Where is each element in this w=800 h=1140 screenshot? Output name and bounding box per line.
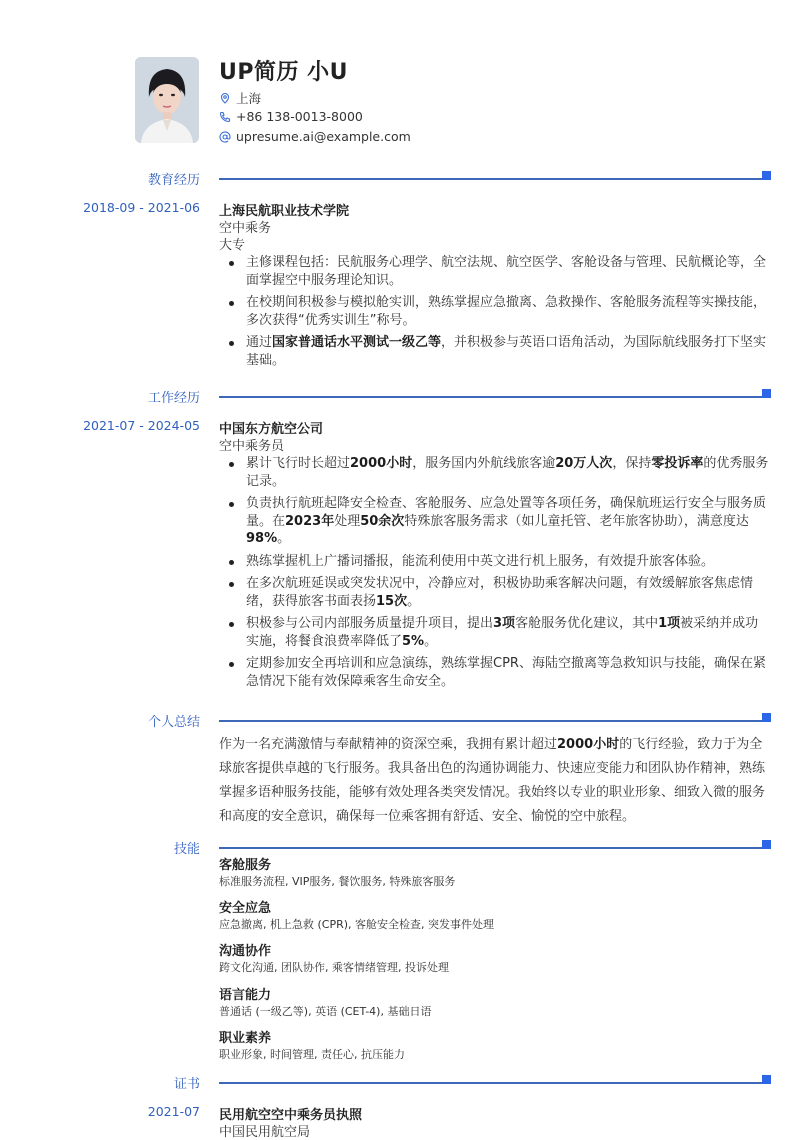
skill-name: 客舱服务: [219, 858, 272, 873]
highlight-text: 零投诉率: [651, 456, 704, 471]
text-run: 客舱服务优化建议，其中: [515, 616, 659, 631]
section-title-education: 教育经历: [147, 173, 200, 188]
text-run: 通过: [246, 335, 273, 350]
section-title-work: 工作经历: [147, 391, 200, 406]
profile-photo: [135, 57, 199, 143]
skill-desc: 标准服务流程, VIP服务, 餐饮服务, 特殊旅客服务: [219, 875, 456, 888]
text-run: 作为一名充满激情与奉献精神的资深空乘，我拥有累计超过: [219, 737, 558, 752]
text-run: 定期参加安全再培训和应急演练，熟练掌握CPR、海陆空撤离等急救知识与技能，确保在紧急情况下能有效保障乘客生命安全。: [246, 656, 766, 689]
section-divider: [219, 1082, 762, 1084]
certificate-issuer: 中国民用航空局: [219, 1125, 311, 1140]
section-title-skills: 技能: [173, 842, 200, 857]
contact-phone: [219, 109, 363, 124]
bullet-item: [219, 334, 771, 369]
highlight-text: 98%: [246, 531, 278, 546]
bullet-item: [219, 655, 771, 690]
text-run: 被采纳并成功实施，将餐食浪费率降低了: [246, 616, 759, 649]
text-run: ，并积极参与英语口语角活动，为国际航线服务打下坚实基础。: [246, 335, 767, 368]
skill-name: 安全应急: [219, 901, 272, 916]
email-text[interactable]: upresume.ai@example.com: [236, 129, 411, 144]
map-pin-icon: [219, 92, 231, 104]
education-date: 2018-09 - 2021-06: [83, 200, 200, 215]
skill-name: 语言能力: [219, 988, 272, 1003]
text-run: ，保持: [612, 456, 652, 471]
phone-text: +86 138-0013-8000: [236, 109, 363, 124]
highlight-text: 3项: [493, 616, 516, 631]
section-marker: [762, 1075, 771, 1084]
certificate-date: 2021-07: [147, 1104, 200, 1119]
text-run: 的优秀服务记录。: [246, 456, 769, 489]
text-run: 累计飞行时长超过: [246, 456, 351, 471]
highlight-text: 国家普通话水平测试一级乙等: [272, 335, 442, 350]
skill-desc: 职业形象, 时间管理, 责任心, 抗压能力: [219, 1048, 405, 1061]
portrait-image: [135, 57, 199, 143]
education-bullets: [219, 254, 771, 374]
candidate-name: UP简历 小U: [219, 60, 349, 85]
bullet-item: [219, 455, 771, 490]
contact-email: [219, 129, 411, 144]
education-degree: 大专: [219, 238, 246, 253]
text-run: ，服务国内外航线旅客逾: [412, 456, 556, 471]
section-divider: [219, 720, 762, 722]
section-marker: [762, 713, 771, 722]
at-sign-icon: [219, 131, 231, 143]
section-title-summary: 个人总结: [147, 715, 200, 730]
skill-desc: 跨文化沟通, 团队协作, 乘客情绪管理, 投诉处理: [219, 961, 449, 974]
work-bullets: [219, 455, 771, 695]
education-school: 上海民航职业技术学院: [219, 204, 350, 219]
phone-icon: [219, 111, 231, 123]
text-run: 积极参与公司内部服务质量提升项目，提出: [246, 616, 494, 631]
text-run: 负责执行航班起降安全检查、客舱服务、应急处置等各项任务，确保航班运行安全与服务质量。在: [246, 496, 767, 529]
work-role: 空中乘务员: [219, 439, 285, 454]
text-run: 。: [424, 633, 438, 649]
text-run: 。: [407, 593, 421, 609]
text-run: 熟练掌握机上广播词播报，能流利使用中英文进行机上服务，有效提升旅客体验。: [246, 553, 715, 569]
bullet-item: [219, 575, 771, 610]
text-run: 。: [277, 531, 291, 546]
highlight-text: 50余次: [360, 513, 405, 529]
bullet-item: [219, 615, 771, 650]
text-run: 的飞行经验，致力于为全球旅客提供卓越的飞行服务。我具备出色的沟通协调能力、快速应变能力和团队协作精神，熟练掌握多语种服务技能，能够有效处理各类突发情况。我始终以专业的职业形象、细致入微的服务和高度的安全意识，确保每一位乘客拥有舒适、安全、愉悦的空中旅程。: [219, 737, 766, 824]
education-major: 空中乘务: [219, 221, 272, 236]
bullet-item: [219, 254, 771, 289]
certificate-name: 民用航空空中乘务员执照: [219, 1108, 363, 1123]
text-run: 主修课程包括：民航服务心理学、航空法规、航空医学、客舱设备与管理、民航概论等，全面掌握空中服务理论知识。: [246, 255, 767, 288]
contact-location: [219, 89, 261, 107]
bullet-item: [219, 553, 771, 571]
work-date: 2021-07 - 2024-05: [83, 418, 200, 433]
section-title-certificates: 证书: [173, 1077, 200, 1092]
section-divider: [219, 396, 762, 398]
section-divider: [219, 178, 762, 180]
section-marker: [762, 171, 771, 180]
highlight-text: 1项: [658, 616, 681, 631]
highlight-text: 2000小时: [350, 456, 413, 471]
bullet-item: [219, 495, 771, 548]
highlight-text: 20万人次: [555, 456, 613, 471]
section-marker: [762, 389, 771, 398]
text-run: 处理: [334, 513, 361, 529]
section-divider: [219, 847, 762, 849]
section-marker: [762, 840, 771, 849]
highlight-text: 5%: [402, 633, 425, 649]
text-run: 在校期间积极参与模拟舱实训，熟练掌握应急撤离、急救操作、客舱服务流程等实操技能，多次获得“优秀实训生”称号。: [246, 295, 767, 328]
location-text: 上海: [236, 91, 262, 106]
summary-text: [219, 733, 774, 829]
text-run: 在多次航班延误或突发状况中，冷静应对，积极协助乘客解决问题，有效缓解旅客焦虑情绪，获得旅客书面表扬: [246, 576, 754, 609]
highlight-text: 2000小时: [557, 737, 620, 752]
text-run: 特殊旅客服务需求（如儿童托管、老年旅客协助），满意度达: [404, 513, 749, 529]
skill-desc: 应急撤离, 机上急救 (CPR), 客舱安全检查, 突发事件处理: [219, 918, 495, 931]
highlight-text: 15次: [376, 593, 408, 609]
bullet-item: [219, 294, 771, 329]
highlight-text: 2023年: [285, 513, 335, 529]
skill-name: 职业素养: [219, 1031, 272, 1046]
skill-desc: 普通话 (一级乙等), 英语 (CET-4), 基础日语: [219, 1005, 432, 1018]
work-company: 中国东方航空公司: [219, 422, 324, 437]
skill-name: 沟通协作: [219, 944, 272, 959]
